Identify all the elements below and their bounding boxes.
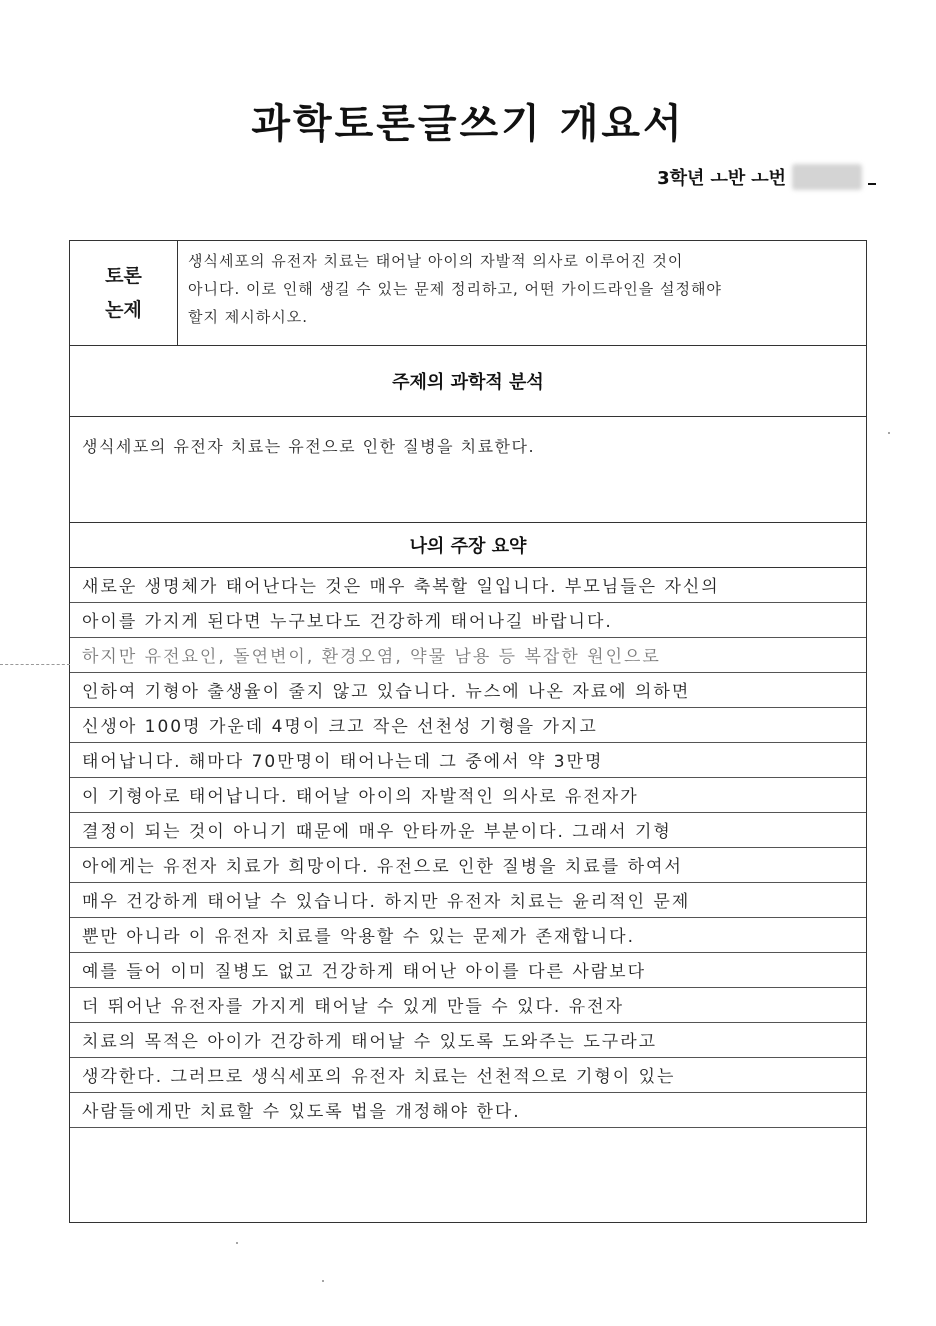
claim-line-text: 매우 건강하게 태어날 수 있습니다. 하지만 유전자 치료는 윤리적인 문제 <box>82 892 691 912</box>
claim-lines <box>70 568 866 1163</box>
redacted-name <box>792 164 862 190</box>
topic-label-line2: 논제 <box>105 299 142 321</box>
student-grade: 3학년 <box>657 168 705 189</box>
analysis-body <box>70 416 866 523</box>
analysis-heading: 주제의 과학적 분석 <box>70 346 866 417</box>
scan-speck <box>888 432 890 434</box>
claim-line <box>70 603 866 638</box>
student-number: ㅗ번 <box>751 168 786 189</box>
topic-label <box>70 241 178 345</box>
claim-line-text: 이 기형아로 태어납니다. 태어날 아이의 자발적인 의사로 유전자가 <box>82 787 639 807</box>
claim-line-text: 뿐만 아니라 이 유전자 치료를 악용할 수 있는 문제가 존재합니다. <box>82 927 636 947</box>
topic-line: 생식세포의 유전자 치료는 태어날 아이의 자발적 의사로 이루어진 것이 <box>188 252 684 270</box>
claim-line <box>70 743 866 778</box>
student-info <box>657 164 876 190</box>
outline-form <box>69 240 867 1223</box>
claim-line <box>70 1093 866 1128</box>
claim-line <box>70 673 866 708</box>
claim-line-blank <box>70 1128 866 1163</box>
topic-line: 아니다. 이로 인해 생길 수 있는 문제 정리하고, 어떤 가이드라인을 설정해야 <box>188 280 722 298</box>
claim-line-text: 예를 들어 이미 질병도 없고 건강하게 태어난 아이를 다른 사람보다 <box>82 962 647 982</box>
claim-line <box>70 918 866 953</box>
document-title: 과학토론글쓰기 개요서 <box>251 101 685 147</box>
claim-line-text: 새로운 생명체가 태어난다는 것은 매우 축복할 일입니다. 부모님들은 자신의 <box>82 577 720 597</box>
claim-line <box>70 708 866 743</box>
claim-line-text: 더 뛰어난 유전자를 가지게 태어날 수 있게 만들 수 있다. 유전자 <box>82 997 624 1017</box>
claim-line <box>70 813 866 848</box>
claim-line-text: 아에게는 유전자 치료가 희망이다. 유전으로 인한 질병을 치료를 하여서 <box>82 857 683 877</box>
claim-line-text: 인하여 기형아 출생율이 줄지 않고 있습니다. 뉴스에 나온 자료에 의하면 <box>82 682 691 702</box>
claim-line-text: 결정이 되는 것이 아니기 때문에 매우 안타까운 부분이다. 그래서 기형 <box>82 822 672 842</box>
claim-line <box>70 953 866 988</box>
topic-label-line1: 토론 <box>105 265 142 287</box>
analysis-text: 생식세포의 유전자 치료는 유전으로 인한 질병을 치료한다. <box>82 437 536 456</box>
claim-line <box>70 883 866 918</box>
topic-line: 할지 제시하시오. <box>188 308 308 326</box>
claim-line-text: 태어납니다. 해마다 70만명이 태어나는데 그 중에서 약 3만명 <box>82 752 604 772</box>
student-class: ㅗ반 <box>710 168 746 189</box>
claim-line-text: 생각한다. 그러므로 생식세포의 유전자 치료는 선천적으로 기형이 있는 <box>82 1067 676 1087</box>
claim-line-text: 하지만 유전요인, 돌연변이, 환경오염, 약물 남용 등 복잡한 원인으로 <box>82 647 661 667</box>
claim-line <box>70 1023 866 1058</box>
claim-line <box>70 1058 866 1093</box>
claim-line <box>70 638 866 673</box>
scan-mark <box>0 664 70 665</box>
name-underline <box>868 169 876 185</box>
claim-line-text: 치료의 목적은 아이가 건강하게 태어날 수 있도록 도와주는 도구라고 <box>82 1032 658 1052</box>
claim-line-text: 신생아 100명 가운데 4명이 크고 작은 선천성 기형을 가지고 <box>82 717 598 737</box>
claim-line <box>70 778 866 813</box>
topic-text <box>188 247 860 331</box>
claim-heading: 나의 주장 요약 <box>70 523 866 568</box>
claim-line-text: 아이를 가지게 된다면 누구보다도 건강하게 태어나길 바랍니다. <box>82 612 613 632</box>
scan-speck <box>322 1280 324 1282</box>
claim-line <box>70 568 866 603</box>
scan-speck <box>236 1242 238 1244</box>
topic-row <box>70 241 866 346</box>
claim-line-text: 사람들에게만 치료할 수 있도록 법을 개정해야 한다. <box>82 1102 521 1122</box>
claim-line <box>70 848 866 883</box>
claim-line <box>70 988 866 1023</box>
